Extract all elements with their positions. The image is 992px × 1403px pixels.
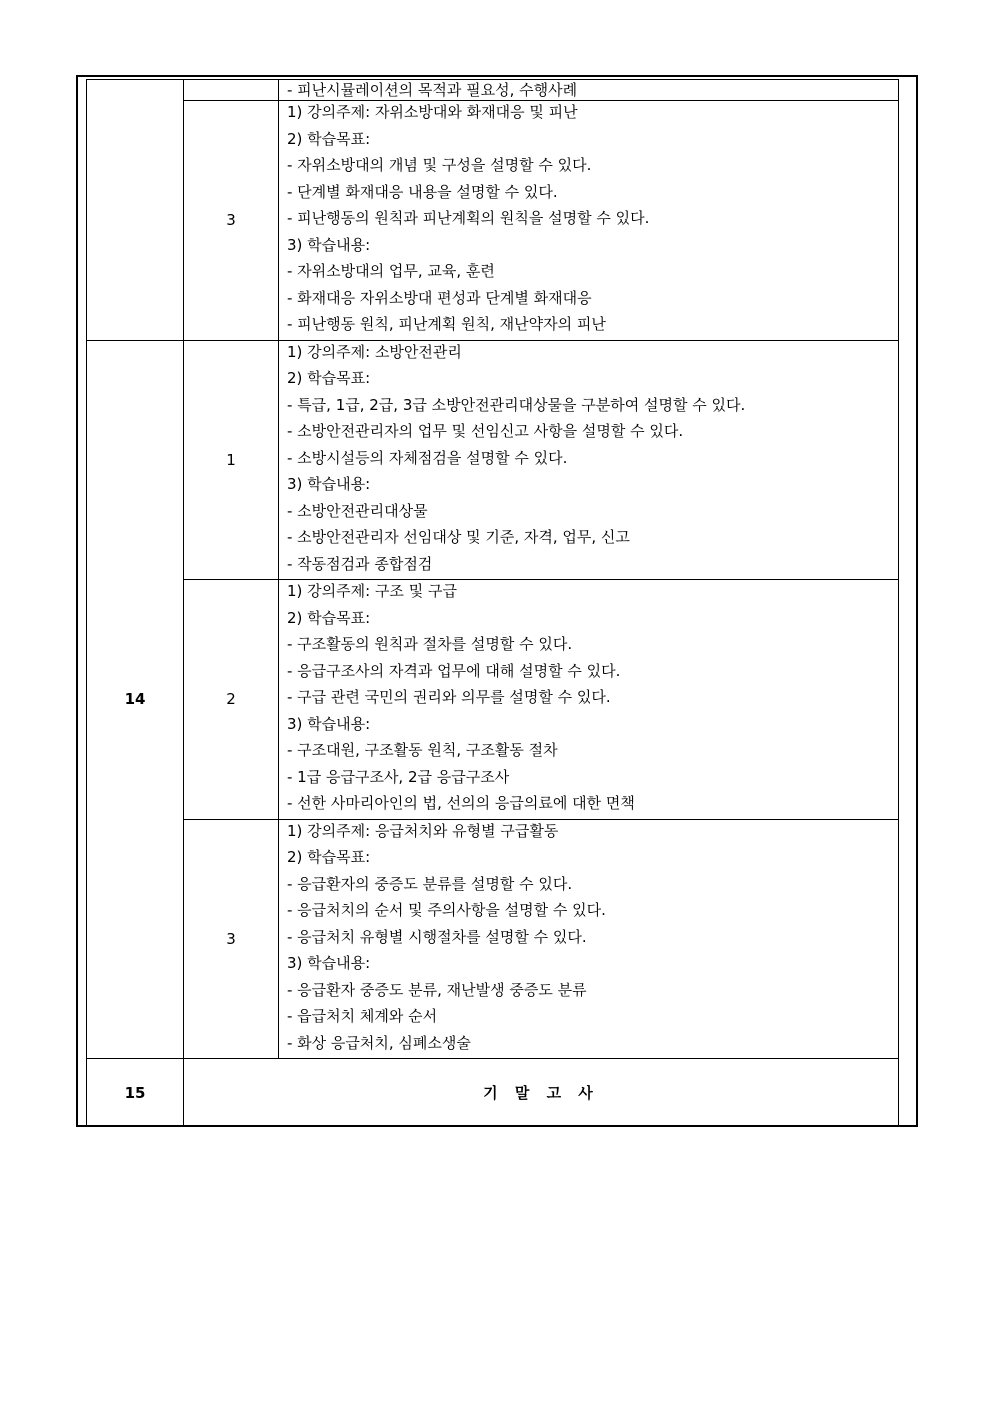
learning-content: - 1급 응급구조사, 2급 응급구조사 bbox=[287, 767, 510, 786]
learning-content: - 응급환자 중증도 분류, 재난발생 중증도 분류 bbox=[287, 980, 587, 999]
learning-goal: - 소방시설등의 자체점검을 설명할 수 있다. bbox=[287, 448, 568, 467]
learning-content: - 작동점검과 종합점검 bbox=[287, 554, 433, 573]
learning-content: - 자위소방대의 업무, 교육, 훈련 bbox=[287, 262, 495, 280]
learning-goal: - 응급구조사의 자격과 업무에 대해 설명할 수 있다. bbox=[287, 661, 621, 680]
learning-goals-heading: 2) 학습목표: bbox=[287, 129, 371, 148]
learning-content-heading: 3) 학습내용: bbox=[287, 954, 371, 972]
table-row bbox=[87, 80, 899, 101]
learning-goal: - 구급 관련 국민의 권리와 의무를 설명할 수 있다. bbox=[287, 688, 611, 706]
learning-content-heading: 3) 학습내용: bbox=[287, 714, 371, 733]
week-number: 14 bbox=[87, 340, 184, 1059]
table-row bbox=[87, 101, 899, 341]
week-cell-continued bbox=[87, 80, 184, 341]
learning-content: - 소방안전관리자 선임대상 및 기준, 자격, 업무, 신고 bbox=[287, 528, 630, 546]
learning-content: - 화상 응급처치, 심폐소생술 bbox=[287, 1033, 471, 1052]
learning-content: - 구조대원, 구조활동 원칙, 구조활동 절차 bbox=[287, 741, 558, 759]
learning-goal: - 구조활동의 원칙과 절차를 설명할 수 있다. bbox=[287, 635, 573, 653]
session-number: 3 bbox=[184, 819, 279, 1059]
learning-content: - 선한 사마리아인의 법, 선의의 응급의료에 대한 면책 bbox=[287, 794, 635, 812]
session-number: 2 bbox=[184, 580, 279, 820]
lecture-topic: 1) 강의주제: 소방안전관리 bbox=[287, 342, 462, 361]
learning-goal: - 응급처치 유형별 시행절차를 설명할 수 있다. bbox=[287, 927, 587, 946]
table-row bbox=[87, 580, 899, 820]
learning-goal: - 단계별 화재대응 내용을 설명할 수 있다. bbox=[287, 182, 558, 201]
learning-content: - 소방안전관리대상물 bbox=[287, 501, 428, 520]
learning-goal: - 특급, 1급, 2급, 3급 소방안전관리대상물을 구분하여 설명할 수 있다. bbox=[287, 395, 746, 414]
session-cell bbox=[184, 80, 279, 101]
learning-content: - 읍급처치 체계와 순서 bbox=[287, 1007, 438, 1025]
table-row bbox=[87, 340, 899, 580]
content-line: - 피난시뮬레이션의 목적과 필요성, 수행사례 bbox=[287, 81, 578, 99]
learning-goal: - 응급환자의 중증도 분류를 설명할 수 있다. bbox=[287, 874, 573, 893]
table-row bbox=[87, 819, 899, 1059]
content-cell bbox=[279, 340, 899, 580]
content-cell bbox=[279, 80, 899, 101]
lecture-topic: 1) 강의주제: 자위소방대와 화재대응 및 피난 bbox=[287, 103, 578, 121]
table-row bbox=[87, 1059, 899, 1127]
course-schedule-table bbox=[86, 79, 899, 1127]
content-cell bbox=[279, 819, 899, 1059]
learning-content: - 피난행동 원칙, 피난계획 원칙, 재난약자의 피난 bbox=[287, 315, 606, 333]
session-number: 1 bbox=[184, 340, 279, 580]
learning-goal: - 피난행동의 원칙과 피난계획의 원칙을 설명할 수 있다. bbox=[287, 209, 650, 227]
learning-goals-heading: 2) 학습목표: bbox=[287, 608, 371, 627]
content-cell bbox=[279, 101, 899, 341]
content-cell bbox=[279, 580, 899, 820]
learning-content-heading: 3) 학습내용: bbox=[287, 475, 371, 493]
learning-content: - 화재대응 자위소방대 편성과 단계별 화재대응 bbox=[287, 288, 592, 307]
learning-goal: - 응급처치의 순서 및 주의사항을 설명할 수 있다. bbox=[287, 901, 606, 919]
learning-content-heading: 3) 학습내용: bbox=[287, 235, 371, 254]
lecture-topic: 1) 강의주제: 응급처치와 유형별 구급활동 bbox=[287, 821, 559, 840]
learning-goal: - 자위소방대의 개념 및 구성을 설명할 수 있다. bbox=[287, 156, 592, 174]
learning-goal: - 소방안전관리자의 업무 및 선임신고 사항을 설명할 수 있다. bbox=[287, 422, 684, 440]
final-exam-label: 기 말 고 사 bbox=[184, 1059, 899, 1127]
learning-goals-heading: 2) 학습목표: bbox=[287, 369, 371, 387]
session-number: 3 bbox=[184, 101, 279, 341]
lecture-topic: 1) 강의주제: 구조 및 구급 bbox=[287, 582, 457, 600]
learning-goals-heading: 2) 학습목표: bbox=[287, 848, 371, 866]
week-number: 15 bbox=[87, 1059, 184, 1127]
